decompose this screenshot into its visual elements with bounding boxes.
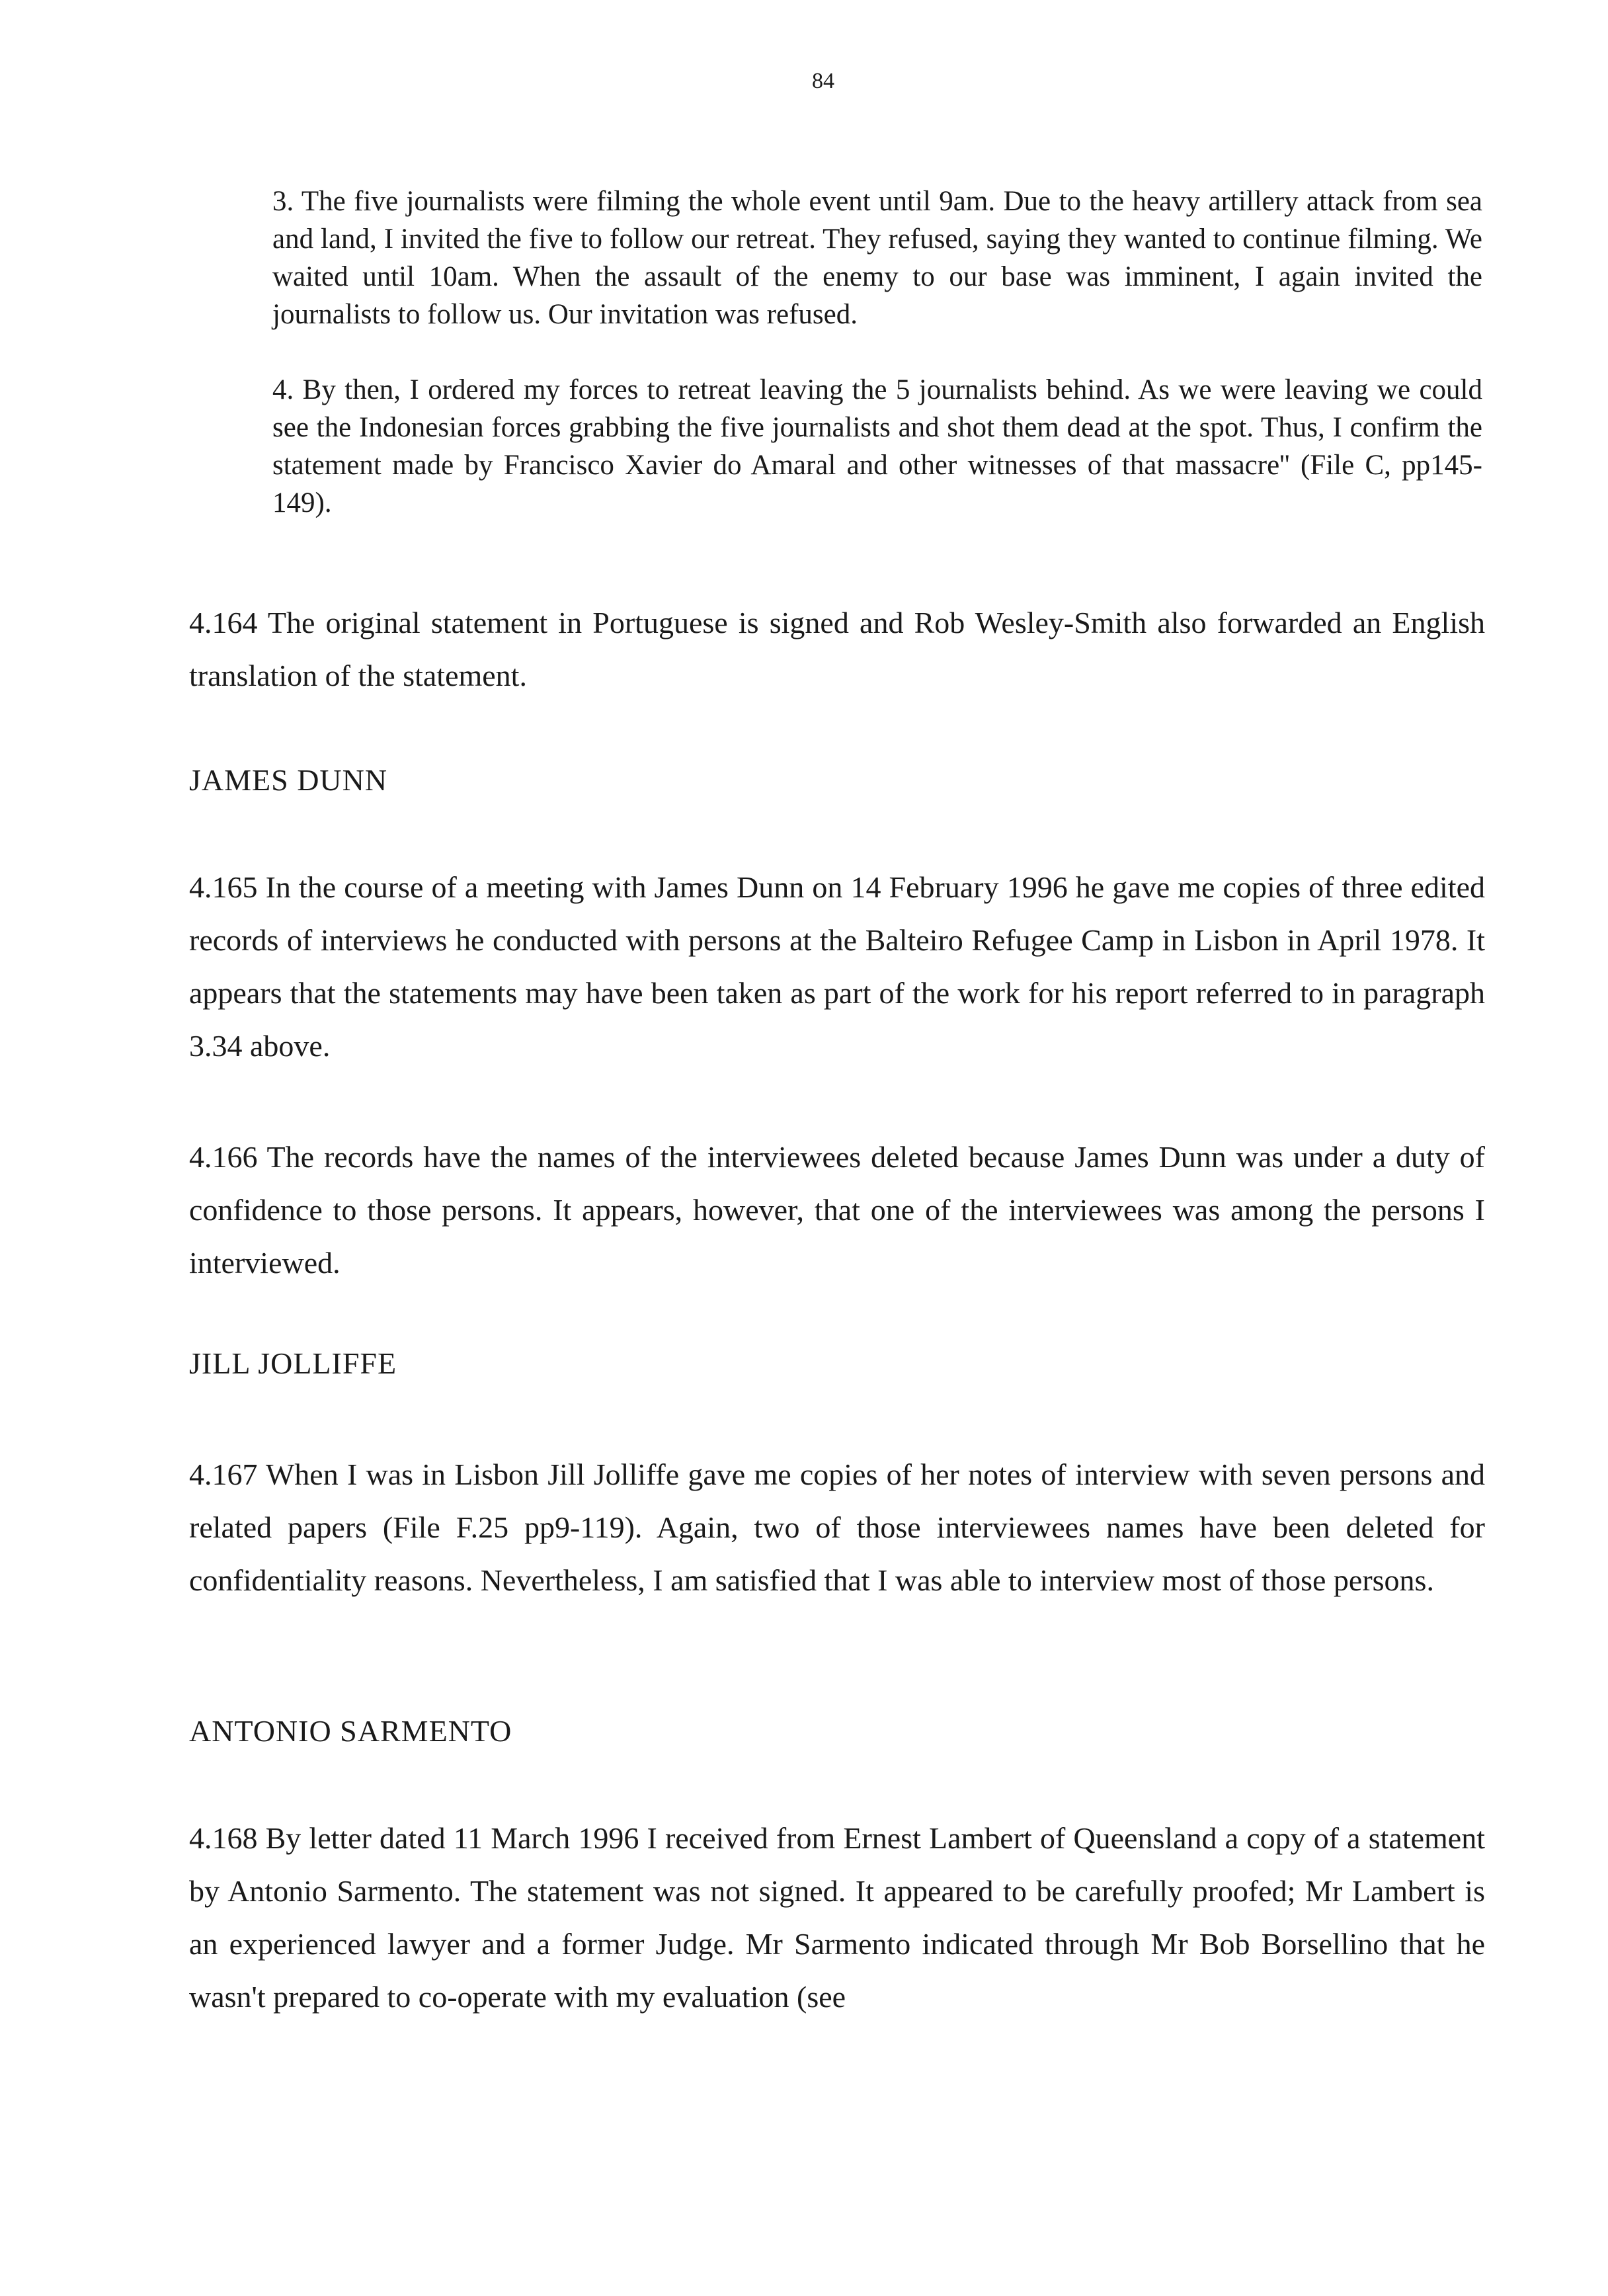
paragraph-4-166: 4.166 The records have the names of the interviewees deleted because James Dunn was under a duty of confidence to those persons. It appears, however, that one of the interviewees was among the persons I interviewed. xyxy=(189,1140,1485,1280)
paragraph-4-165: 4.165 In the course of a meeting with James Dunn on 14 February 1996 he gave me copies of three edited records of interviews he conducted with persons at the Balteiro Refugee Camp in Lisbon in April 1978. It appears that the statements may have been taken as part of the work for his report referred to in paragraph 3.34 above. xyxy=(189,870,1485,1063)
paragraph-4-168: 4.168 By letter dated 11 March 1996 I received from Ernest Lambert of Queensland a copy of a statement by Antonio Sarmento. The statement was not signed. It appeared to be carefully proofed; Mr Lambert is an experienced lawyer and a former Judge. Mr Sarmento indicated through Mr Bob Borsellino that he wasn't prepared to co-operate with my evaluation (see xyxy=(189,1821,1485,2014)
section-heading-jill-jolliffe: JILL JOLLIFFE xyxy=(189,1346,397,1380)
section-heading-antonio-sarmento: ANTONIO SARMENTO xyxy=(189,1714,512,1748)
page-number: 84 xyxy=(812,69,834,93)
paragraph-4-164: 4.164 The original statement in Portuguese is signed and Rob Wesley-Smith also forwarded an English translation of the statement. xyxy=(189,606,1485,692)
quote-paragraph-3: 3. The five journalists were filming the whole event until 9am. Due to the heavy artillery attack from sea and land, I invited the five to follow our retreat. They refused, saying they wanted to continue filming. We waited until 10am. When the assault of the enemy to our base was imminent, I again invited the journalists to follow us. Our invitation was refused. xyxy=(272,186,1482,330)
indented-quote xyxy=(272,183,1482,522)
quote-paragraph-4: 4. By then, I ordered my forces to retreat leaving the 5 journalists behind. As we were leaving we could see the Indonesian forces grabbing the five journalists and shot them dead at the spot. Thus, I confirm the statement made by Francisco Xavier do Amaral and other witnesses of that massacre'' (File C, pp145-149). xyxy=(272,374,1482,518)
paragraph-4-167: 4.167 When I was in Lisbon Jill Jolliffe gave me copies of her notes of interview with seven persons and related papers (File F.25 pp9-119). Again, two of those interviewees names have been deleted for confidentiality reasons. Nevertheless, I am satisfied that I was able to interview most of those persons. xyxy=(189,1457,1485,1597)
section-heading-james-dunn: JAMES DUNN xyxy=(189,763,388,797)
